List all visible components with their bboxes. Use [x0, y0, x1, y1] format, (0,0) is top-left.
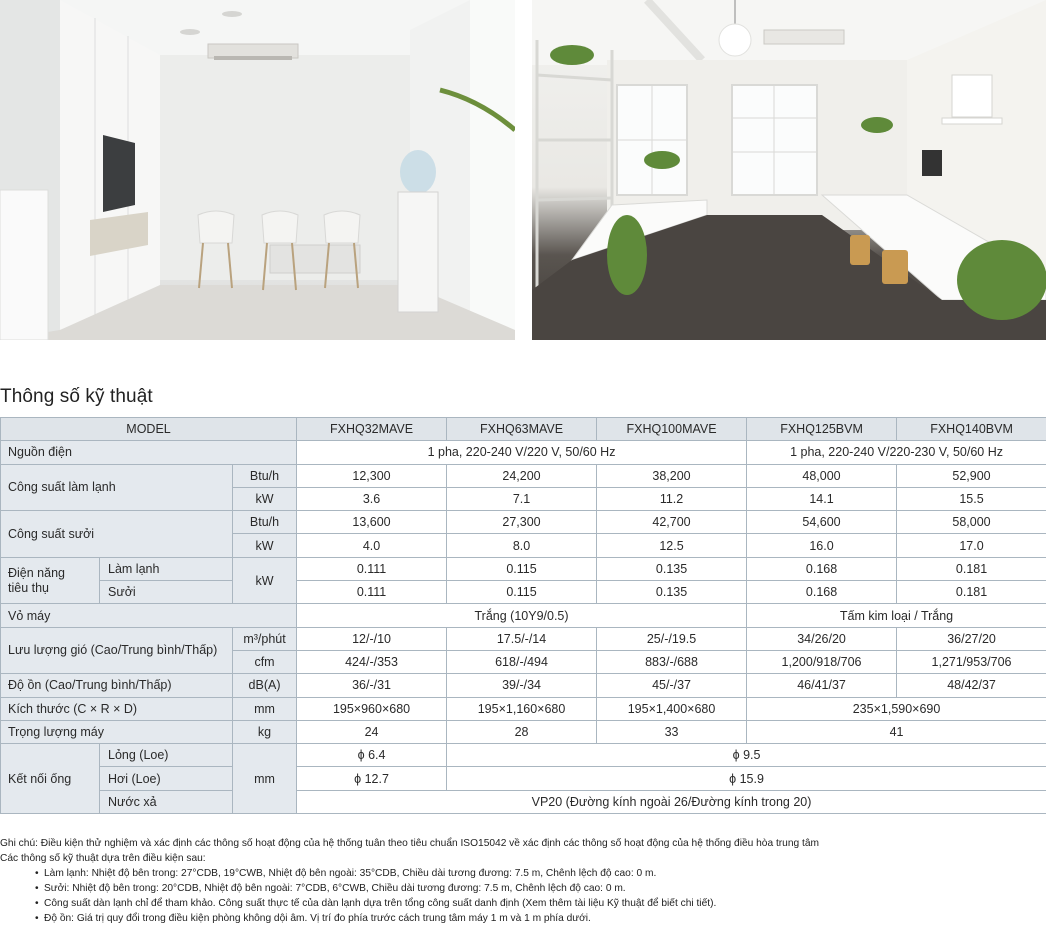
table-cell: 34/26/20: [747, 627, 897, 650]
table-cell: 17.5/-/14: [447, 627, 597, 650]
note-list: [0, 866, 1046, 926]
model-column-header: FXHQ100MAVE: [597, 418, 747, 441]
table-cell: 1,271/953/706: [897, 650, 1046, 673]
row-label: Kích thước (C × R × D): [1, 697, 233, 720]
sub-label: Sưởi: [100, 581, 233, 604]
table-row: [1, 604, 1046, 627]
table-cell: 0.168: [747, 557, 897, 580]
unit-cell: mm: [233, 744, 297, 814]
table-cell: 17.0: [897, 534, 1046, 557]
table-cell: ϕ 15.9: [447, 767, 1046, 790]
table-cell: 45/-/37: [597, 674, 747, 697]
row-label: Nguồn điện: [1, 441, 297, 464]
note-line: Các thông số kỹ thuật dựa trên điều kiện sau:: [0, 853, 206, 864]
unit-cell: Btu/h: [233, 511, 297, 534]
table-row: [1, 790, 1046, 813]
table-cell: 1 pha, 220-240 V/220 V, 50/60 Hz: [297, 441, 747, 464]
table-cell: 0.115: [447, 581, 597, 604]
table-cell: 0.181: [897, 557, 1046, 580]
table-cell: 883/-/688: [597, 650, 747, 673]
table-cell: 36/27/20: [897, 627, 1046, 650]
row-label-line: tiêu thụ: [8, 580, 50, 595]
table-cell: 52,900: [897, 464, 1046, 487]
table-cell: 424/-/353: [297, 650, 447, 673]
unit-cell: Btu/h: [233, 464, 297, 487]
table-cell: 0.135: [597, 581, 747, 604]
table-cell: 42,700: [597, 511, 747, 534]
table-cell: 24: [297, 720, 447, 743]
table-row: [1, 511, 1046, 534]
table-cell: Tấm kim loại / Trắng: [747, 604, 1046, 627]
table-cell: 48/42/37: [897, 674, 1046, 697]
table-cell: 235×1,590×690: [747, 697, 1046, 720]
table-cell: 618/-/494: [447, 650, 597, 673]
row-label: Độ ồn (Cao/Trung bình/Thấp): [1, 674, 233, 697]
notes: [0, 836, 1046, 926]
table-cell: 3.6: [297, 487, 447, 510]
table-cell: 0.111: [297, 581, 447, 604]
table-cell: 25/-/19.5: [597, 627, 747, 650]
table-cell: 0.111: [297, 557, 447, 580]
row-label: Công suất sưởi: [1, 511, 233, 558]
table-cell: 195×1,400×680: [597, 697, 747, 720]
table-cell: 39/-/34: [447, 674, 597, 697]
table-cell: 0.181: [897, 581, 1046, 604]
table-row: [1, 627, 1046, 650]
unit-cell: cfm: [233, 650, 297, 673]
unit-cell: dB(A): [233, 674, 297, 697]
table-cell: ϕ 12.7: [297, 767, 447, 790]
sub-label: Nước xả: [100, 790, 233, 813]
table-row: [1, 464, 1046, 487]
row-label: Công suất làm lạnh: [1, 464, 233, 511]
table-row: [1, 581, 1046, 604]
list-item: • Độ ồn: Giá trị quy đổi trong điều kiện phòng không dội âm. Vị trí đo phía trước cách trung tâm máy 1 m và 1 m phía dưới.: [44, 911, 1046, 926]
model-header: MODEL: [1, 418, 297, 441]
unit-cell: kW: [233, 557, 297, 604]
table-cell: 11.2: [597, 487, 747, 510]
list-item: • Làm lạnh: Nhiệt độ bên trong: 27°CDB, 19°CWB, Nhiệt độ bên ngoài: 35°CDB, Chiều dài tương đương: 7.5 m, Chênh lệch độ cao: 0 m.: [44, 866, 1046, 881]
spec-table: [0, 417, 1046, 814]
model-column-header: FXHQ63MAVE: [447, 418, 597, 441]
row-label: Kết nối ống: [1, 744, 100, 814]
table-row: [1, 744, 1046, 767]
note-line: Ghi chú: Điều kiện thử nghiệm và xác định các thông số hoạt động của hệ thống tuân theo tiêu chuẩn ISO15042 về xác định các thông số hoạt động của hệ thống điều hòa trung tâm: [0, 838, 819, 849]
list-item: • Công suất dàn lạnh chỉ để tham khảo. Công suất thực tế của dàn lạnh dựa trên tổng công suất danh định (Xem thêm tài liệu Kỹ thuật để biết chi tiết).: [44, 896, 1046, 911]
unit-cell: kg: [233, 720, 297, 743]
unit-cell: m³/phút: [233, 627, 297, 650]
table-cell: 16.0: [747, 534, 897, 557]
office-photo: [532, 0, 1046, 340]
table-cell: 33: [597, 720, 747, 743]
table-header-row: [1, 418, 1046, 441]
table-cell: 8.0: [447, 534, 597, 557]
table-cell: 38,200: [597, 464, 747, 487]
table-cell: 46/41/37: [747, 674, 897, 697]
table-row: [1, 441, 1046, 464]
table-row: [1, 767, 1046, 790]
unit-cell: kW: [233, 487, 297, 510]
table-cell: 48,000: [747, 464, 897, 487]
table-row: [1, 674, 1046, 697]
table-cell: ϕ 6.4: [297, 744, 447, 767]
sub-label: Hơi (Loe): [100, 767, 233, 790]
table-cell: 41: [747, 720, 1046, 743]
table-cell: 24,200: [447, 464, 597, 487]
table-cell: 13,600: [297, 511, 447, 534]
table-cell: Trắng (10Y9/0.5): [297, 604, 747, 627]
table-cell: 27,300: [447, 511, 597, 534]
table-cell: 54,600: [747, 511, 897, 534]
table-cell: 7.1: [447, 487, 597, 510]
table-cell: 0.168: [747, 581, 897, 604]
table-row: [1, 720, 1046, 743]
row-label: Trọng lượng máy: [1, 720, 233, 743]
table-cell: 0.115: [447, 557, 597, 580]
sub-label: Lỏng (Loe): [100, 744, 233, 767]
table-cell: 12,300: [297, 464, 447, 487]
table-cell: ϕ 9.5: [447, 744, 1046, 767]
model-column-header: FXHQ140BVM: [897, 418, 1046, 441]
table-cell: 15.5: [897, 487, 1046, 510]
model-column-header: FXHQ32MAVE: [297, 418, 447, 441]
model-column-header: FXHQ125BVM: [747, 418, 897, 441]
table-cell: 36/-/31: [297, 674, 447, 697]
sub-label: Làm lạnh: [100, 557, 233, 580]
row-label: Lưu lượng gió (Cao/Trung bình/Thấp): [1, 627, 233, 674]
table-row: [1, 557, 1046, 580]
row-label: [1, 557, 100, 604]
table-cell: 195×1,160×680: [447, 697, 597, 720]
table-cell: 1,200/918/706: [747, 650, 897, 673]
row-label-line: Điện năng: [8, 565, 65, 580]
table-row: [1, 697, 1046, 720]
list-item: • Sưởi: Nhiệt độ bên trong: 20°CDB, Nhiệt độ bên ngoài: 7°CDB, 6°CWB, Chiều dài tương đương: 7.5 m, Chênh lệch độ cao: 0 m.: [44, 881, 1046, 896]
table-cell: 14.1: [747, 487, 897, 510]
table-cell: 4.0: [297, 534, 447, 557]
table-cell: 1 pha, 220-240 V/220-230 V, 50/60 Hz: [747, 441, 1046, 464]
table-cell: 12.5: [597, 534, 747, 557]
waiting-room-photo: [0, 0, 515, 340]
table-cell: 195×960×680: [297, 697, 447, 720]
unit-cell: mm: [233, 697, 297, 720]
table-cell: 12/-/10: [297, 627, 447, 650]
table-cell: 28: [447, 720, 597, 743]
unit-cell: kW: [233, 534, 297, 557]
row-label: Vỏ máy: [1, 604, 297, 627]
table-cell: 58,000: [897, 511, 1046, 534]
table-cell: VP20 (Đường kính ngoài 26/Đường kính trong 20): [297, 790, 1046, 813]
table-cell: 0.135: [597, 557, 747, 580]
section-title: Thông số kỹ thuật: [0, 386, 153, 407]
